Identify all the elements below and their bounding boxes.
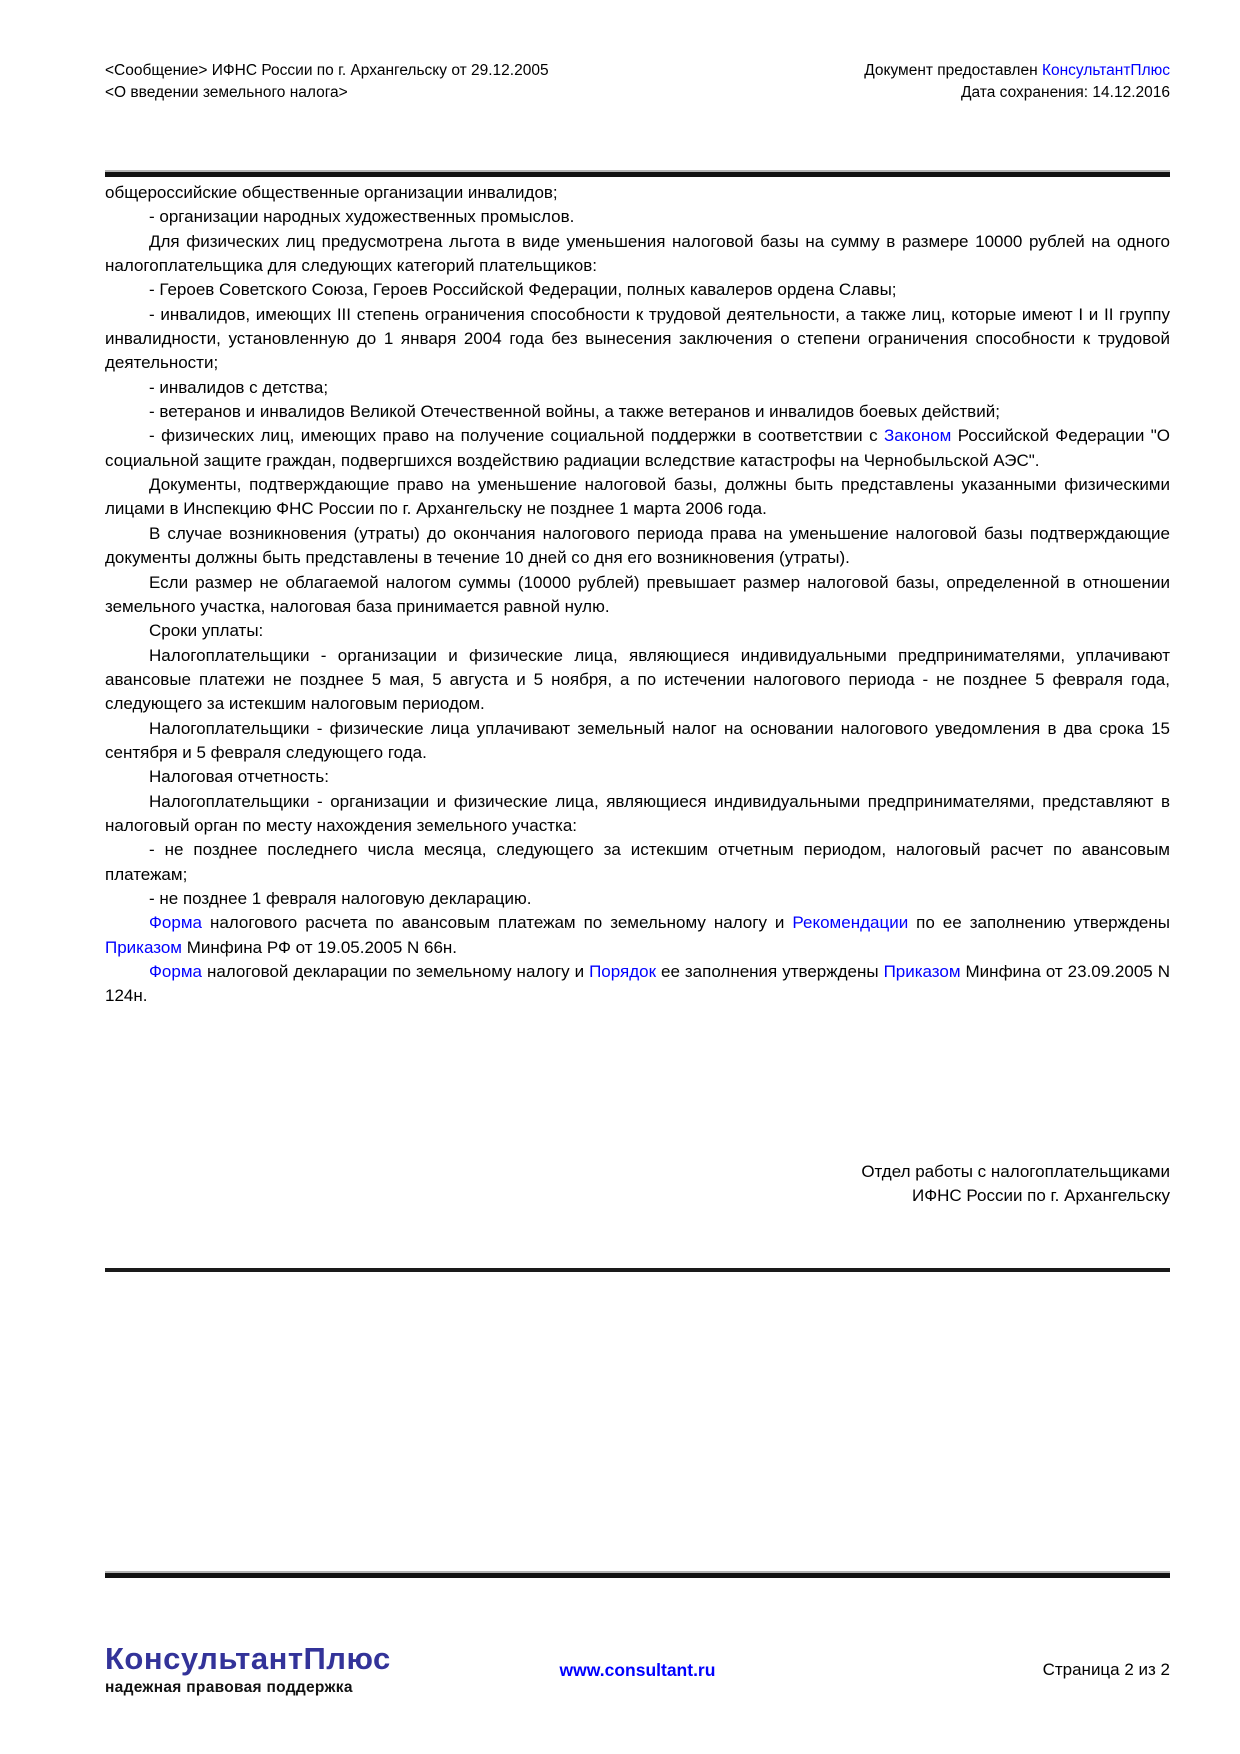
text-run: по ее заполнению утверждены [908,913,1170,933]
paragraph [105,376,1170,400]
paragraph [105,205,1170,229]
signature-divider [105,1268,1170,1272]
footer-url-wrap [105,1660,1170,1681]
inline-link[interactable]: Приказом [883,962,961,981]
paragraph [105,838,1170,887]
paragraph [105,181,1170,205]
inline-link[interactable]: Форма [149,913,202,933]
paragraph [105,522,1170,571]
text-run: Для физических лиц предусмотрена льгота в виде уменьшения налоговой базы на сумму в размере 10000 рублей на одного налогоплательщика для следующих категорий плательщиков: [105,231,1170,276]
text-run: - инвалидов с детства; [149,377,329,397]
text-run: Налогоплательщики - организации и физические лица, являющиеся индивидуальными предпринимателями, представляют в налоговый орган по месту нахождения земельного участка: [105,791,1170,835]
consultantplus-link[interactable]: КонсультантПлюс [1041,62,1170,79]
paragraph [105,644,1170,717]
save-date-label: Дата сохранения: 14.12.2016 [961,84,1170,101]
signature-block [861,1160,1170,1209]
text-run: - не позднее 1 февраля налоговую декларацию. [149,888,532,908]
paragraph [105,619,1170,643]
text-run: - не позднее последнего числа месяца, следующего за истекшим отчетным периодом, налоговый расчет по авансовым платежам; [105,840,1170,884]
paragraph [105,960,1170,1009]
text-run: общероссийские общественные организации инвалидов; [105,183,558,202]
footer-divider [105,1571,1170,1578]
paragraph [105,473,1170,522]
consultantplus-logo-tagline: надежная правовая поддержка [105,1679,353,1696]
document-title-line2: <О введении земельного налога> [105,84,348,101]
text-run: ее заполнения утверждены [656,962,884,981]
text-run: Российской Федерации "О социальной защите граждан, подвергшихся воздействию радиации вследствие катастрофы на Чернобыльской АЭС". [105,426,1171,470]
text-run: налоговой декларации по земельному налогу и [201,962,590,981]
signature-line: ИФНС России по г. Архангельску [911,1186,1170,1206]
inline-link[interactable]: Законом [884,426,952,446]
paragraph [105,717,1170,766]
text-run: - инвалидов, имеющих III степень ограничения способности к трудовой деятельности, а также лиц, которые имеют I и II группу инвалидности, установленную до 1 января 2004 года без вынесения заключения о степени ограничения способности к трудовой деятельности; [105,304,1170,373]
document-title [105,60,549,104]
text-run: - ветеранов и инвалидов Великой Отечественной войны, а также ветеранов и инвалидов боевых действий; [149,402,1000,422]
paragraph [105,230,1170,279]
paragraph [105,303,1170,376]
paragraph [105,887,1170,911]
inline-link[interactable]: Форма [149,962,202,981]
text-run: Налоговая отчетность: [149,767,329,787]
text-run: В случае возникновения (утраты) до окончания налогового периода права на уменьшение налоговой базы подтверждающие документы должны быть представлены в течение 10 дней со дня его возникновения (утраты). [105,523,1170,568]
consultant-website-link[interactable]: www.consultant.ru [559,1660,716,1680]
text-run: - физических лиц, имеющих право на получение социальной поддержки в соответствии с [149,426,885,446]
text-run: - Героев Советского Союза, Героев Российской Федерации, полных кавалеров ордена Славы; [149,280,897,300]
header-divider [105,170,1170,177]
provided-by-label: Документ предоставлен [864,62,1042,79]
document-title-line1: <Сообщение> ИФНС России по г. Архангельску от 29.12.2005 [105,62,549,79]
paragraph [105,400,1170,424]
text-run: Налогоплательщики - организации и физические лица, являющиеся индивидуальными предпринимателями, уплачивают авансовые платежи не позднее 5 мая, 5 августа и 5 ноября, а по истечении налогового периода - не позднее 5 февраля года, следующего за истекшим налоговым периодом. [105,645,1170,714]
text-run: Сроки уплаты: [149,621,264,641]
body-paragraphs [105,181,1170,1009]
paragraph [105,278,1170,302]
page-number-label: Страница 2 из 2 [1042,1660,1170,1679]
paragraph [105,790,1170,839]
paragraph [105,911,1170,960]
text-run: Если размер не облагаемой налогом суммы (10000 рублей) превышает размер налоговой базы, определенной в отношении земельного участка, налоговая база принимается равной нулю. [105,572,1170,616]
text-run: налогового расчета по авансовым платежам по земельному налогу и [201,913,793,933]
text-run: - организации народных художественных промыслов. [149,207,575,227]
text-run: Минфина РФ от 19.05.2005 N 66н. [182,937,458,957]
header-provided-block [864,60,1170,104]
inline-link[interactable]: Приказом [105,937,182,957]
inline-link[interactable]: Рекомендации [792,913,909,933]
inline-link[interactable]: Порядок [589,962,657,981]
paragraph [105,765,1170,789]
text-run: Документы, подтверждающие право на уменьшение налоговой базы, должны быть представлены указанными физическими лицами в Инспекцию ФНС России по г. Архангельску не позднее 1 марта 2006 года. [105,475,1170,519]
text-run: Налогоплательщики - физические лица уплачивают земельный налог на основании налогового уведомления в два срока 15 сентября и 5 февраля следующего года. [105,718,1170,762]
paragraph [105,424,1170,473]
provided-by-line [864,60,1170,82]
text-run: Минфина от 23.09.2005 N 124н. [105,962,1170,1006]
consultantplus-logo-title: КонсультантПлюс [105,1641,391,1676]
paragraph [105,571,1170,620]
signature-line: Отдел работы с налогоплательщиками [861,1162,1170,1181]
